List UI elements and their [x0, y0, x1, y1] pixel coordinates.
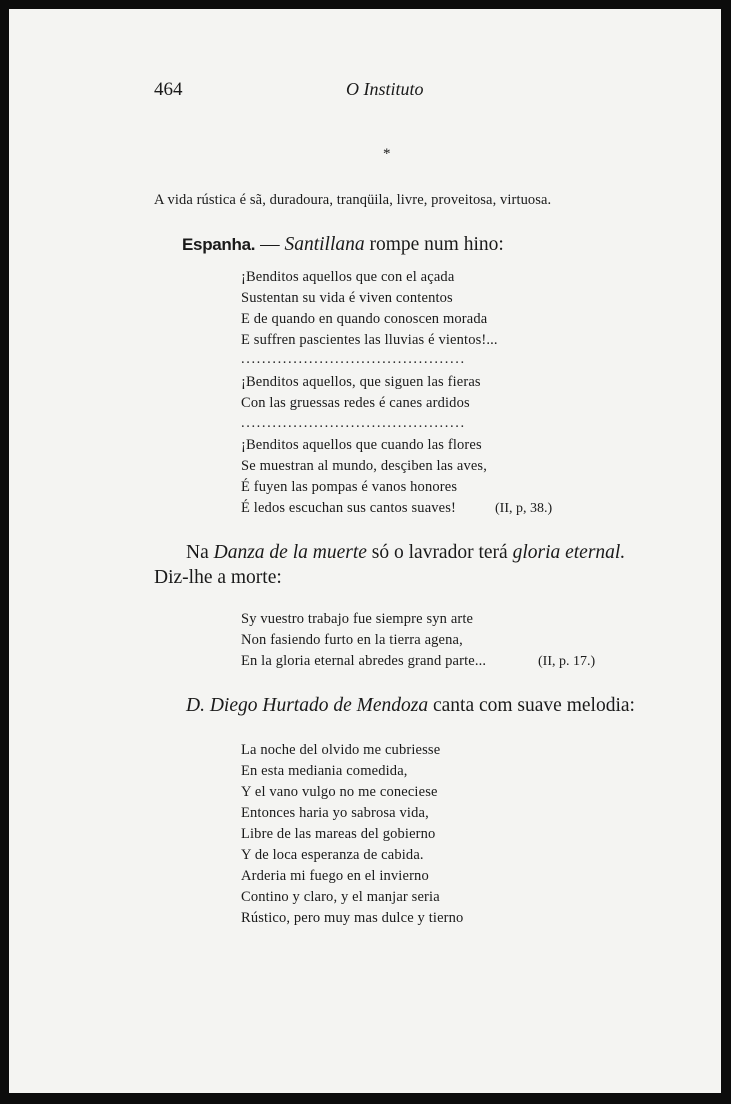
- para-text: canta com suave melodia:: [428, 695, 635, 716]
- author-name-italic: D. Diego Hurtado de Mendoza: [186, 695, 429, 716]
- work-title-italic: Danza de la muerte: [213, 542, 367, 563]
- verse-line: Contino y claro, y el manjar seria: [241, 889, 440, 905]
- heading-rest: rompe num hino:: [364, 234, 504, 255]
- verse-line: La noche del olvido me cubriesse: [241, 742, 441, 758]
- verse-line: É ledos escuchan sus cantos suaves!: [241, 500, 457, 516]
- verse-line: Sy vuestro trabajo fue siempre syn arte: [241, 611, 474, 627]
- intro-sentence: A vida rústica é sã, duradoura, tranqüila, livre, proveitosa, virtuosa.: [154, 192, 552, 208]
- heading-dash: —: [255, 234, 285, 255]
- para-text: Na: [186, 542, 214, 563]
- verse-line: Sustentan su vida é viven contentos: [241, 290, 453, 306]
- verse-line: Se muestran al mundo, desçiben las aves,: [241, 458, 487, 474]
- paragraph-danza: [186, 542, 625, 564]
- section-heading-espanha: [182, 234, 504, 256]
- verse-line: Arderia mi fuego en el invierno: [241, 868, 429, 884]
- book-page: [9, 9, 721, 1093]
- section-ornament: *: [383, 146, 391, 162]
- verse-line: E de quando en quando conoscen morada: [241, 311, 488, 327]
- heading-author: Santillana: [284, 234, 365, 255]
- ellipsis-separator: ...........................................: [241, 415, 466, 431]
- page-number: 464: [154, 79, 183, 100]
- citation-reference: (II, p, 38.): [495, 501, 553, 516]
- verse-line: Y el vano vulgo no me coneciese: [241, 784, 438, 800]
- running-head: O Instituto: [346, 79, 424, 99]
- ellipsis-separator: ...........................................: [241, 351, 466, 367]
- phrase-italic: gloria eternal.: [512, 542, 626, 563]
- citation-reference: (II, p. 17.): [538, 654, 596, 669]
- verse-line: E suffren pascientes las lluvias é vientos!...: [241, 332, 498, 348]
- verse-line: Rústico, pero muy mas dulce y tierno: [241, 910, 464, 926]
- verse-line: En la gloria eternal abredes grand parte...: [241, 653, 487, 669]
- verse-line: Y de loca esperanza de cabida.: [241, 847, 424, 863]
- paragraph-line: Diz-lhe a morte:: [154, 567, 282, 588]
- verse-line: Non fasiendo furto en la tierra agena,: [241, 632, 463, 648]
- verse-line: Entonces haria yo sabrosa vida,: [241, 805, 429, 821]
- para-text: só o lavrador terá: [366, 542, 513, 563]
- verse-line: Libre de las mareas del gobierno: [241, 826, 436, 842]
- verse-line: É fuyen las pompas é vanos honores: [241, 479, 458, 495]
- paragraph-mendoza: [186, 695, 635, 717]
- verse-line: ¡Benditos aquellos, que siguen las fieras: [241, 374, 481, 390]
- verse-line: ¡Benditos aquellos que con el açada: [241, 269, 455, 285]
- verse-line: En esta mediania comedida,: [241, 763, 408, 779]
- heading-country: Espanha.: [182, 235, 256, 254]
- verse-line: Con las gruessas redes é canes ardidos: [241, 395, 470, 411]
- verse-line: ¡Benditos aquellos que cuando las flores: [241, 437, 482, 453]
